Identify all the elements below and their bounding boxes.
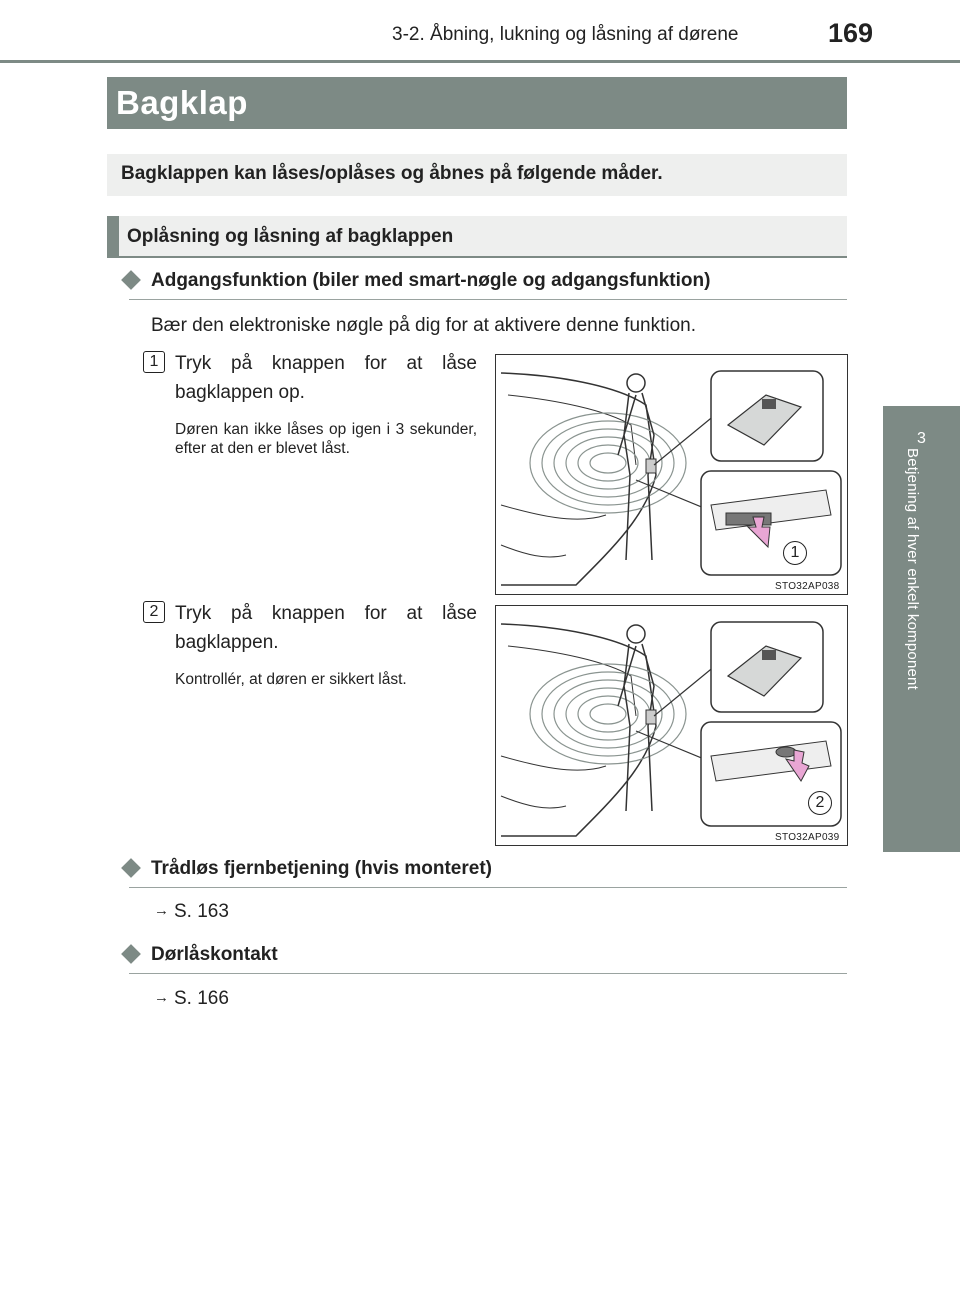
subsection-rule xyxy=(107,256,847,258)
figure-code: STO32AP038 xyxy=(775,581,840,592)
item-heading-entry-function: Adgangsfunktion (biler med smart-nøgle og adgangsfunktion) xyxy=(151,270,711,291)
illustration-lock xyxy=(495,605,848,846)
callout-number: 1 xyxy=(783,541,807,565)
step-text: Tryk på knappen for at låse bagklappen op. xyxy=(175,353,477,403)
diamond-bullet-icon xyxy=(121,270,141,290)
item-rule xyxy=(129,299,847,300)
rear-door-lock-illustration xyxy=(496,606,847,845)
item-heading-door-lock-switch: Dørlåskontakt xyxy=(151,944,278,965)
chapter-side-tab xyxy=(883,406,960,852)
chapter-number: 3 xyxy=(917,430,926,447)
arrow-icon: → xyxy=(154,989,169,1006)
step-note: Kontrollér, at døren er sikkert låst. xyxy=(175,671,407,688)
arrow-icon: → xyxy=(154,902,169,919)
step-text: Tryk på knappen for at låse bagklappen. xyxy=(175,603,477,653)
item-heading-remote: Trådløs fjernbetjening (hvis monteret) xyxy=(151,858,492,879)
item-rule xyxy=(129,887,847,888)
diamond-bullet-icon xyxy=(121,944,141,964)
page-title: Bagklap xyxy=(116,84,248,121)
figure-code: STO32AP039 xyxy=(775,832,840,843)
page-reference[interactable]: S. 163 xyxy=(174,901,229,922)
callout-number: 2 xyxy=(808,791,832,815)
step-number: 1 xyxy=(143,351,165,373)
intro-text: Bagklappen kan låses/oplåses og åbnes på følgende måder. xyxy=(121,163,663,184)
item-body-text: Bær den elektroniske nøgle på dig for at aktivere denne funktion. xyxy=(151,315,696,336)
page-reference[interactable]: S. 166 xyxy=(174,988,229,1009)
step-number: 2 xyxy=(143,601,165,623)
running-header: 3-2. Åbning, lukning og låsning af dørene xyxy=(392,24,739,45)
page-number: 169 xyxy=(828,18,874,48)
chapter-title: Betjening af hver enkelt komponent xyxy=(904,448,921,690)
item-rule xyxy=(129,973,847,974)
diamond-bullet-icon xyxy=(121,858,141,878)
subsection-heading: Oplåsning og låsning af bagklappen xyxy=(127,226,454,247)
step-note: Døren kan ikke låses op igen i 3 sekunder, efter at den er blevet låst. xyxy=(175,421,477,457)
header-rule xyxy=(0,60,960,63)
